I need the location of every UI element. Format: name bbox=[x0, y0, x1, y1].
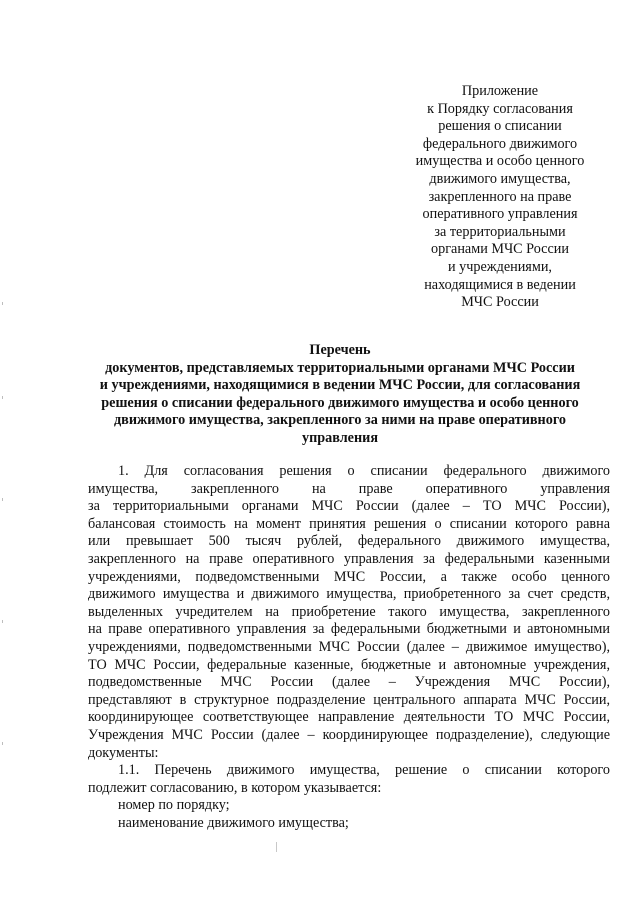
body-line: движимого имущества и движимого имущества, приобретенного за счет средств, bbox=[88, 586, 610, 603]
body-line: представляют в структурное подразделение центрального аппарата МЧС России, bbox=[88, 691, 610, 708]
paragraph-1-1 bbox=[88, 762, 610, 797]
scan-mark bbox=[2, 742, 3, 745]
body-line: учреждениями, подведомственными МЧС России (далее – движимое имущество), bbox=[88, 638, 610, 655]
body-line: за территориальными органами МЧС России (далее – ТО МЧС России), bbox=[88, 498, 610, 515]
title-line: движимого имущества, закрепленного за ними на праве оперативного bbox=[113, 412, 567, 429]
appendix-line: находящимися в ведении bbox=[424, 276, 576, 293]
scan-mark bbox=[2, 396, 3, 399]
document-body bbox=[88, 463, 610, 832]
appendix-line: закрепленного на праве bbox=[428, 188, 572, 205]
body-line: закрепленного на праве оперативного управления за федеральными казенными bbox=[88, 550, 610, 567]
appendix-line: решения о списании bbox=[438, 118, 562, 135]
appendix-line: оперативного управления bbox=[422, 206, 578, 223]
appendix-line: к Порядку согласования bbox=[427, 100, 573, 117]
scan-mark bbox=[276, 842, 277, 852]
scan-mark bbox=[2, 498, 3, 501]
body-line: документы: bbox=[88, 744, 159, 761]
paragraph-1 bbox=[88, 463, 610, 762]
body-line: балансовая стоимость на момент принятия решения о списании которого равна bbox=[88, 515, 610, 532]
scan-mark bbox=[2, 302, 3, 305]
body-line: имущества, закрепленного на праве оперативного управления bbox=[88, 480, 610, 497]
title-line: решения о списании федерального движимого имущества и особо ценного bbox=[101, 394, 579, 411]
body-line: учреждениями, подведомственными МЧС России, а также особо ценного bbox=[88, 568, 610, 585]
appendix-line: федерального движимого bbox=[422, 135, 578, 152]
body-line: координирующее соответствующее направление деятельности ТО МЧС России, bbox=[88, 709, 610, 726]
appendix-line: за территориальными bbox=[434, 223, 566, 240]
appendix-line: движимого имущества, bbox=[429, 170, 571, 187]
body-line: подведомственные МЧС России (далее – Учреждения МЧС России), bbox=[88, 674, 610, 691]
body-line: подлежит согласованию, в котором указывается: bbox=[88, 779, 382, 796]
title-line: Перечень bbox=[309, 342, 371, 358]
appendix-line: органами МЧС России bbox=[431, 241, 569, 258]
body-line: 1. Для согласования решения о списании федерального движимого bbox=[118, 463, 610, 479]
item-list bbox=[88, 797, 610, 832]
appendix-line: и учреждениями, bbox=[448, 258, 552, 275]
title-line: и учреждениями, находящимися в ведении МЧС России, для согласования bbox=[99, 377, 581, 394]
appendix-line: имущества и особо ценного bbox=[415, 153, 585, 170]
scan-mark bbox=[2, 620, 3, 623]
appendix-line: МЧС России bbox=[461, 294, 539, 311]
list-item: номер по порядку; bbox=[118, 797, 230, 814]
body-line: на праве оперативного управления за федеральными бюджетными и автономными bbox=[88, 621, 610, 638]
body-line: Учреждения МЧС России (далее – координирующее подразделение), следующие bbox=[88, 726, 610, 743]
body-line: или превышает 500 тысяч рублей, федерального движимого имущества, bbox=[88, 533, 610, 550]
appendix-header bbox=[382, 83, 618, 312]
appendix-line: Приложение bbox=[461, 83, 539, 99]
document-title bbox=[60, 342, 620, 448]
body-line: 1.1. Перечень движимого имущества, решение о списании которого bbox=[118, 762, 610, 779]
body-line: ТО МЧС России, федеральные казенные, бюджетные и автономные учреждения, bbox=[88, 656, 610, 673]
title-line: документов, представляемых территориальными органами МЧС России bbox=[105, 359, 575, 376]
list-item: наименование движимого имущества; bbox=[118, 814, 349, 831]
body-line: выделенных учредителем на приобретение такого имущества, закрепленного bbox=[88, 603, 610, 620]
title-line: управления bbox=[301, 429, 378, 446]
